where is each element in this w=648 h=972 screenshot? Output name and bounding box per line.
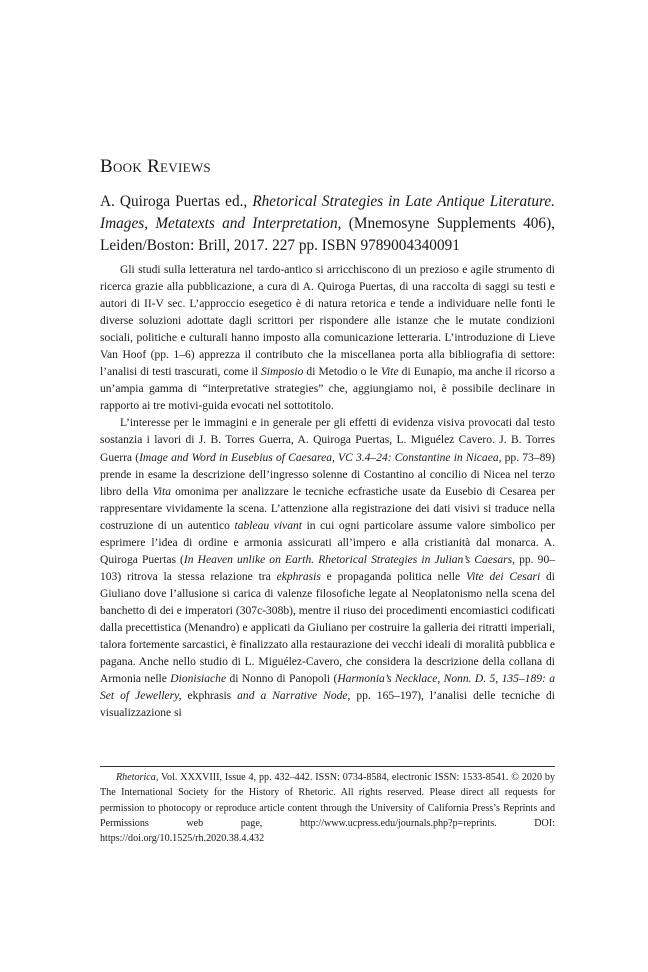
italic-run: Vite dei Cesari <box>465 570 541 583</box>
italic-run: In Heaven unlike on Earth. Rhetorical Strategies in Julian’s Caesars <box>183 553 513 566</box>
text-run: Gli studi sulla letteratura nel tardo-antico si arricchiscono di un prezioso e agile strumento di ricerca grazie alla pubblicazione, a cura di A. Quiroga Puertas, di una raccolta di saggi su testi e autori di II-V sec. L’approccio esegetico è di natura retorica e tende a individuare nelle fonti le diverse soluzioni adottate dagli scrittori per rispondere alle istanze che le mutate condizioni sociali, politiche e culturali hanno imposto alla comunicazione letteraria. L’introduzione di Lieve Van Hoof (pp. 1–6) apprezza il contributo che la miscellanea porta alla bibliografia di settore: l’analisi di testi trascurati, come il <box>100 264 555 379</box>
citation-details: , (Mnemosyne Supplements 406), Leiden/Boston: Brill, 2017. 227 pp. ISBN 9789004340091 <box>100 215 555 254</box>
citation-editor: A. Quiroga Puertas ed., <box>100 193 253 210</box>
footnote-text: , Vol. XXXVIII, Issue 4, pp. 432–442. ISSN: 0734-8584, electronic ISSN: 1533-8541. © 2020 by The International Society for the History of Rhetoric. All rights reserved. Please direct all requests for permission to photocopy or reproduce article content through the University of California Press’s Reprints and Permissions web page, http://www.ucpress.edu/journals.php?p=reprints. DOI: https://doi.org/10.1525/rh.2020.38.4.432 <box>100 772 555 845</box>
text-run: L’interesse per le immagini e in generale per gli effetti di evidenza visiva provocati dal testo sostanzia i lavori di J. B. Torres Guerra, A. Quiroga Puertas, L. Miguélez Cavero. J. B. Torres Guerra ( <box>100 417 555 464</box>
text-run: di Metodio o le <box>303 366 381 379</box>
text-run: , pp. 90–103) ritrova la stessa relazione tra <box>100 553 555 583</box>
italic-run: Image and Word in Eusebius of Caesarea, VC 3.4–24: Constantine in Nicaea <box>139 451 499 464</box>
citation-book-title: Rhetorical Strategies in Late Antique Literature. Images, Metatexts and Interpretation <box>100 193 555 232</box>
text-run: di Giuliano dove l’allusione si carica di valenze filosofiche legate al Neoplatonismo nella scena del banchetto di dei e imperatori (307c-308b), mentre il riuso dei procedimenti encomiastici codificati dalla precettistica (Menandro) e applicati da Giuliano per costruire la galleria dei ritratti imperiali, talora fortemente sarcastici, è finalizzato alla restaurazione dei vecchi ideali di moralità pubblica e pagana. Anche nello studio di L. Miguélez-Cavero, che considera la descrizione della collana di Armonia nelle <box>100 570 555 686</box>
text-run: omonima per analizzare le tecniche ecfrastiche usate da Eusebio di Cesarea per rappresentare vividamente la scena. L’attenzione alla registrazione dei dati visivi si traduce nella costruzione di un autentico <box>100 485 556 532</box>
italic-run: and a Narrative Node <box>237 690 348 703</box>
footnote-paragraph <box>100 770 555 846</box>
text-run: in cui ogni particolare assume valore simbolico per esprimere l’idea di ordine e armonia assicurati all’impero e alla cristianità dal monarca. A. Quiroga Puertas ( <box>100 519 555 566</box>
journal-name: Rhetorica <box>116 772 156 783</box>
publication-footnote <box>100 770 555 846</box>
book-citation <box>100 191 555 257</box>
italic-run: ekphrasis <box>276 570 321 583</box>
italic-run: Harmonia’s Necklace, Nonn. D. 5, 135–189: a Set of Jewellery, <box>100 673 556 703</box>
paragraph-2 <box>100 415 555 722</box>
paragraph-1 <box>100 262 555 415</box>
italic-run: tableau vivant <box>234 519 302 532</box>
text-run: , pp. 73–89) prende in esame la descrizione dell’ingresso solenne di Costantino al concilio di Nicea nel terzo libro della <box>100 451 555 498</box>
text-run: di Eunapio, ma anche il ricorso a un’ampia gamma di “interpretative strategies” che, aggiungiamo noi, è possibile declinare in rapporto ai tre motivi-guida evocati nel sottotitolo. <box>100 366 555 413</box>
section-title: Book Reviews <box>100 156 211 177</box>
review-body <box>100 262 555 722</box>
italic-run: Simposio <box>261 366 304 379</box>
text-run: , pp. 165–197), l’analisi delle tecniche di visualizzazione si <box>100 690 555 720</box>
text-run: di Nonno di Panopoli ( <box>226 673 338 686</box>
text-run: e propaganda politica nelle <box>320 570 466 583</box>
italic-run: Vita <box>152 485 171 498</box>
italic-run: Vite <box>380 366 399 379</box>
text-run: ekphrasis <box>181 690 238 703</box>
footnote-divider <box>100 766 555 767</box>
italic-run: Dionisiache <box>170 673 227 686</box>
